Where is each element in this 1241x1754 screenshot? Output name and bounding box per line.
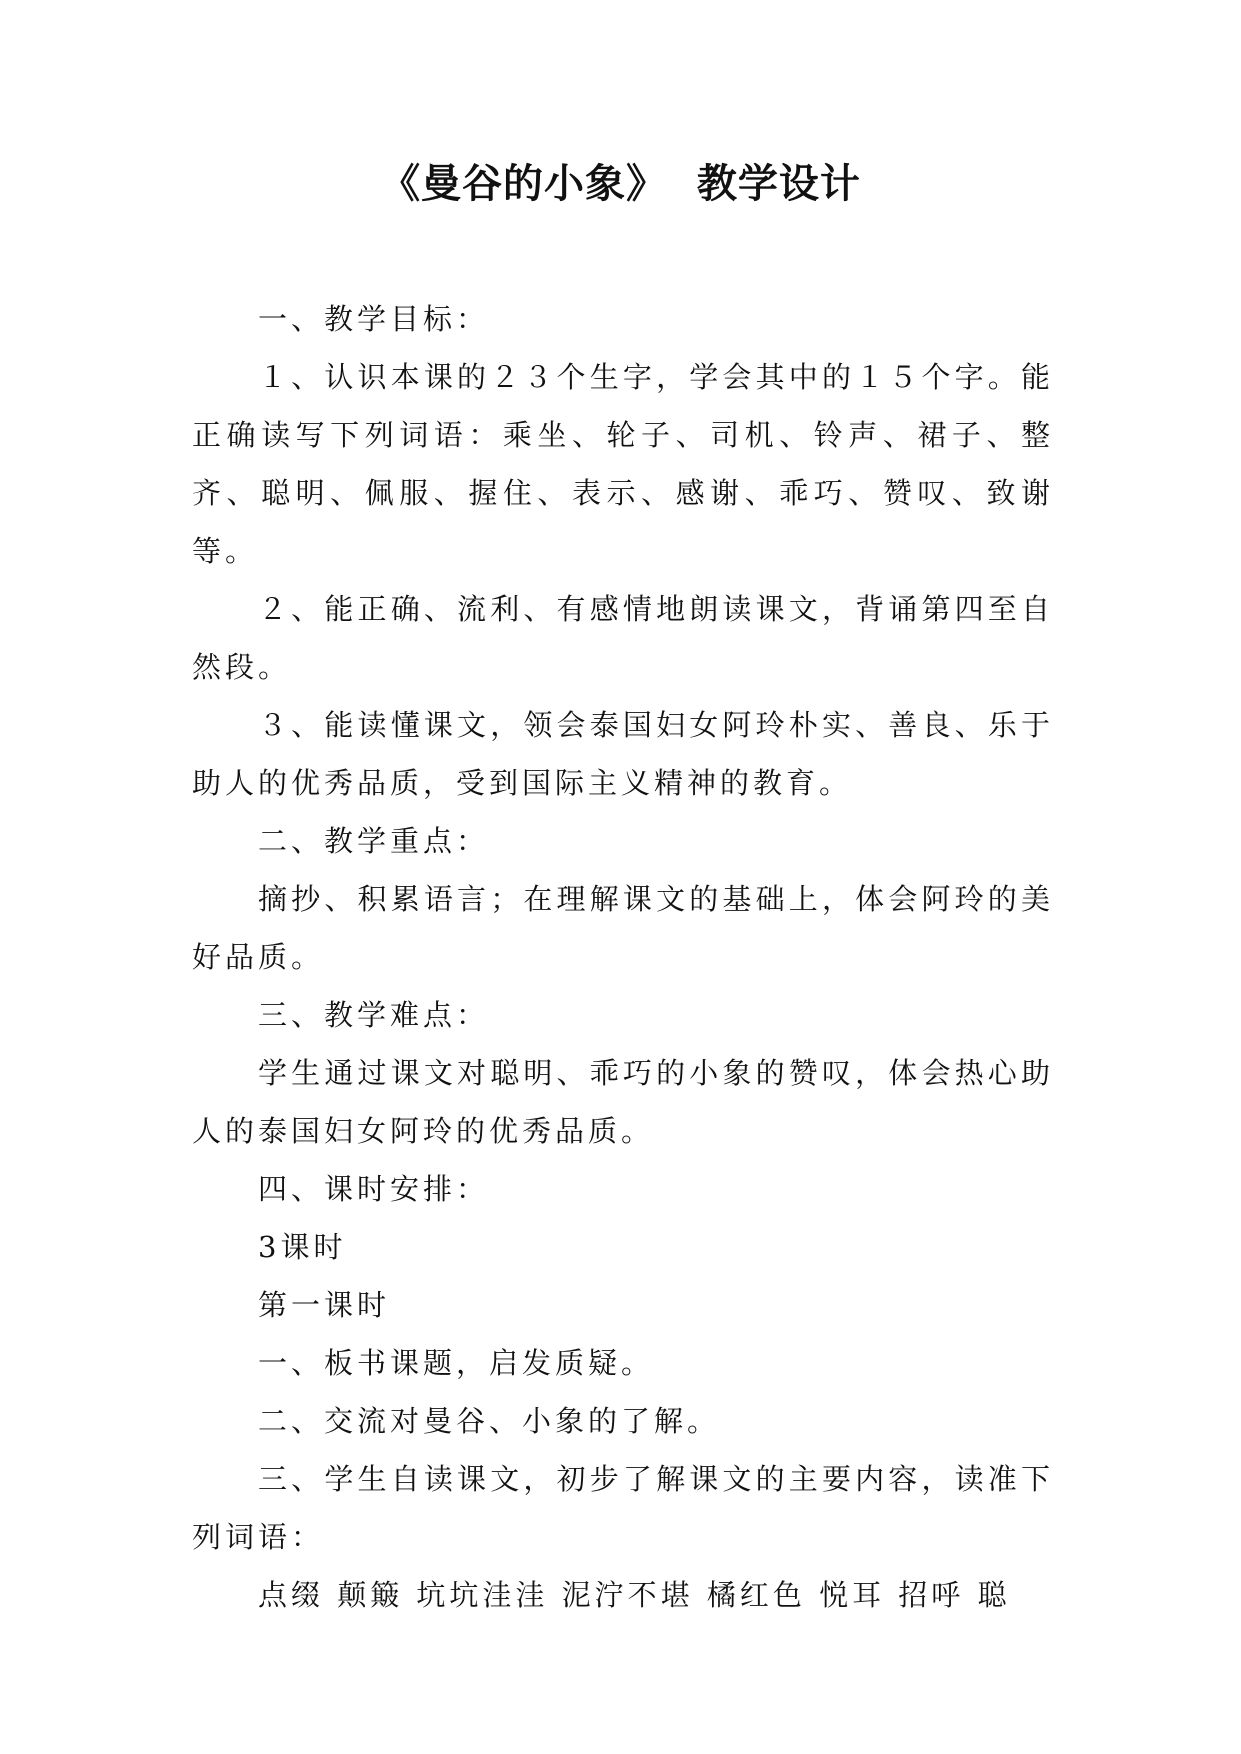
- lesson-step-2: 二、交流对曼谷、小象的了解。: [258, 1404, 721, 1438]
- vocabulary-list: 点缀 颠簸 坑坑洼洼 泥泞不堪 橘红色 悦耳 招呼 聪: [258, 1578, 1011, 1612]
- teaching-focus-text: 摘抄、积累语言；在理解课文的基础上，体会阿玲的美好品质。: [192, 882, 1054, 974]
- heading-schedule: 四、课时安排：: [258, 1172, 490, 1206]
- heading-teaching-difficulty: 三、教学难点：: [258, 998, 490, 1032]
- heading-teaching-goals: 一、教学目标：: [258, 302, 490, 336]
- lesson-one-heading: 第一课时: [258, 1288, 391, 1322]
- goal-item-2: ２、能正确、流利、有感情地朗读课文，背诵第四至自然段。: [192, 592, 1054, 684]
- goal-item-1: １、认识本课的２３个生字，学会其中的１５个字。能正确读写下列词语：乘坐、轮子、司机、铃声、裙子、整齐、聪明、佩服、握住、表示、感谢、乖巧、赞叹、致谢等。: [192, 360, 1054, 568]
- lesson-step-3: 三、学生自读课文，初步了解课文的主要内容，读准下列词语：: [192, 1462, 1054, 1554]
- goal-item-3: ３、能读懂课文，领会泰国妇女阿玲朴实、善良、乐于助人的优秀品质，受到国际主义精神的教育。: [192, 708, 1054, 800]
- document-body: [192, 290, 1054, 1624]
- heading-teaching-focus: 二、教学重点：: [258, 824, 490, 858]
- teaching-difficulty-text: 学生通过课文对聪明、乖巧的小象的赞叹，体会热心助人的泰国妇女阿玲的优秀品质。: [192, 1056, 1054, 1148]
- lesson-step-1: 一、板书课题，启发质疑。: [258, 1346, 655, 1380]
- document-title: 《曼谷的小象》 教学设计: [380, 160, 861, 207]
- schedule-text: 3课时: [258, 1230, 347, 1264]
